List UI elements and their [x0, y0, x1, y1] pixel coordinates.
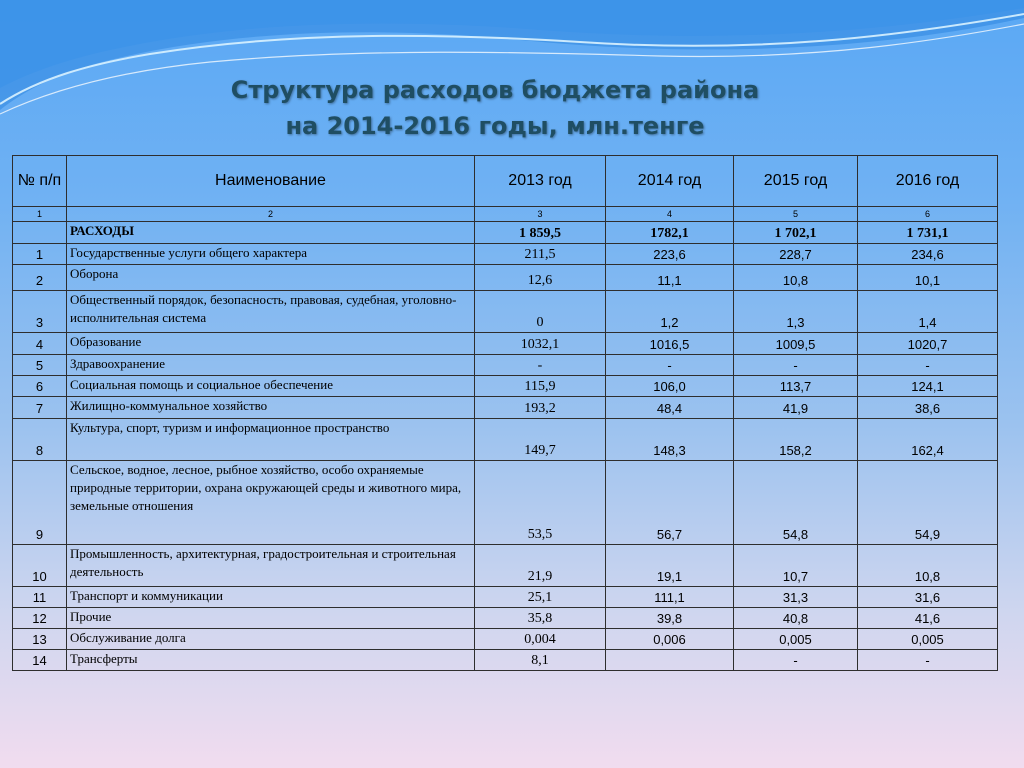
value-2014: 1016,5	[606, 333, 734, 355]
value-2014: 0,006	[606, 629, 734, 650]
row-name: Оборона	[67, 265, 475, 291]
value-2016: 0,005	[858, 629, 998, 650]
value-2015: 1,3	[734, 291, 858, 333]
value-2016: -	[858, 650, 998, 671]
value-2014: 148,3	[606, 419, 734, 461]
value-2016: 1 731,1	[858, 222, 998, 244]
value-2016: 1020,7	[858, 333, 998, 355]
value-2015: 158,2	[734, 419, 858, 461]
row-name: Образование	[67, 333, 475, 355]
value-2015: 228,7	[734, 244, 858, 265]
header-num: № п/п	[13, 156, 67, 207]
value-2016: 38,6	[858, 397, 998, 419]
table-row	[13, 608, 998, 629]
total-row	[13, 222, 998, 244]
row-number	[13, 222, 67, 244]
value-2013: 21,9	[475, 545, 606, 587]
value-2016: 234,6	[858, 244, 998, 265]
value-2013: 35,8	[475, 608, 606, 629]
value-2014: 11,1	[606, 265, 734, 291]
value-2013: 25,1	[475, 587, 606, 608]
row-name: Промышленность, архитектурная, градостроительная и строительная деятельность	[67, 545, 475, 587]
row-number: 1	[13, 244, 67, 265]
value-2013: 53,5	[475, 461, 606, 545]
header-name: Наименование	[67, 156, 475, 207]
value-2016: 31,6	[858, 587, 998, 608]
table-row	[13, 419, 998, 461]
value-2016: 162,4	[858, 419, 998, 461]
value-2013: 115,9	[475, 376, 606, 397]
table-row	[13, 333, 998, 355]
value-2014: 223,6	[606, 244, 734, 265]
value-2015: 10,8	[734, 265, 858, 291]
value-2015: -	[734, 650, 858, 671]
index-cell: 6	[858, 207, 998, 222]
row-number: 9	[13, 461, 67, 545]
value-2015: 31,3	[734, 587, 858, 608]
value-2013: 8,1	[475, 650, 606, 671]
table-row	[13, 265, 998, 291]
value-2013: 1 859,5	[475, 222, 606, 244]
value-2015: 1 702,1	[734, 222, 858, 244]
table-row	[13, 397, 998, 419]
table-row	[13, 587, 998, 608]
value-2014: 48,4	[606, 397, 734, 419]
value-2016: -	[858, 355, 998, 376]
value-2015: 41,9	[734, 397, 858, 419]
value-2015: 1009,5	[734, 333, 858, 355]
table-row	[13, 244, 998, 265]
index-cell: 3	[475, 207, 606, 222]
value-2015: 113,7	[734, 376, 858, 397]
header-2016: 2016 год	[858, 156, 998, 207]
value-2013: 211,5	[475, 244, 606, 265]
value-2013: 149,7	[475, 419, 606, 461]
index-cell: 1	[13, 207, 67, 222]
header-2014: 2014 год	[606, 156, 734, 207]
table-row	[13, 291, 998, 333]
row-number: 11	[13, 587, 67, 608]
value-2016: 1,4	[858, 291, 998, 333]
value-2013: 0	[475, 291, 606, 333]
table-header-row	[13, 156, 998, 207]
row-name: Трансферты	[67, 650, 475, 671]
row-number: 5	[13, 355, 67, 376]
column-index-row	[13, 207, 998, 222]
row-name: Прочие	[67, 608, 475, 629]
row-name: Жилищно-коммунальное хозяйство	[67, 397, 475, 419]
row-name: Транспорт и коммуникации	[67, 587, 475, 608]
value-2016: 10,1	[858, 265, 998, 291]
index-cell: 4	[606, 207, 734, 222]
row-number: 14	[13, 650, 67, 671]
value-2013: 1032,1	[475, 333, 606, 355]
table-row	[13, 355, 998, 376]
value-2016: 124,1	[858, 376, 998, 397]
index-cell: 5	[734, 207, 858, 222]
value-2015: 40,8	[734, 608, 858, 629]
table-row	[13, 650, 998, 671]
row-number: 4	[13, 333, 67, 355]
value-2015: -	[734, 355, 858, 376]
value-2014: 106,0	[606, 376, 734, 397]
table-row	[13, 376, 998, 397]
table-row	[13, 629, 998, 650]
value-2013: 0,004	[475, 629, 606, 650]
index-cell: 2	[67, 207, 475, 222]
value-2016: 54,9	[858, 461, 998, 545]
title-line-1: Структура расходов бюджета района	[230, 76, 760, 104]
row-number: 7	[13, 397, 67, 419]
value-2014: 56,7	[606, 461, 734, 545]
row-name: Общественный порядок, безопасность, правовая, судебная, уголовно-исполнительная система	[67, 291, 475, 333]
value-2014: 111,1	[606, 587, 734, 608]
row-number: 12	[13, 608, 67, 629]
row-number: 6	[13, 376, 67, 397]
value-2013: 193,2	[475, 397, 606, 419]
value-2014	[606, 650, 734, 671]
table-row	[13, 461, 998, 545]
value-2014: 1,2	[606, 291, 734, 333]
row-number: 8	[13, 419, 67, 461]
row-name: РАСХОДЫ	[67, 222, 475, 244]
row-name: Культура, спорт, туризм и информационное пространство	[67, 419, 475, 461]
header-2015: 2015 год	[734, 156, 858, 207]
page-title	[0, 72, 990, 144]
value-2016: 41,6	[858, 608, 998, 629]
value-2015: 0,005	[734, 629, 858, 650]
value-2013: 12,6	[475, 265, 606, 291]
budget-table	[12, 155, 998, 671]
row-name: Государственные услуги общего характера	[67, 244, 475, 265]
row-name: Сельское, водное, лесное, рыбное хозяйство, особо охраняемые природные территории, охрана окружающей среды и животного мира, земельные отношения	[67, 461, 475, 545]
value-2016: 10,8	[858, 545, 998, 587]
value-2015: 54,8	[734, 461, 858, 545]
row-number: 13	[13, 629, 67, 650]
table-row	[13, 545, 998, 587]
title-line-2: на 2014-2016 годы, млн.тенге	[285, 112, 705, 140]
value-2014: 1782,1	[606, 222, 734, 244]
value-2014: 19,1	[606, 545, 734, 587]
row-name: Социальная помощь и социальное обеспечение	[67, 376, 475, 397]
value-2013: -	[475, 355, 606, 376]
header-2013: 2013 год	[475, 156, 606, 207]
row-number: 3	[13, 291, 67, 333]
row-number: 2	[13, 265, 67, 291]
row-number: 10	[13, 545, 67, 587]
value-2015: 10,7	[734, 545, 858, 587]
row-name: Обслуживание долга	[67, 629, 475, 650]
value-2014: 39,8	[606, 608, 734, 629]
row-name: Здравоохранение	[67, 355, 475, 376]
value-2014: -	[606, 355, 734, 376]
